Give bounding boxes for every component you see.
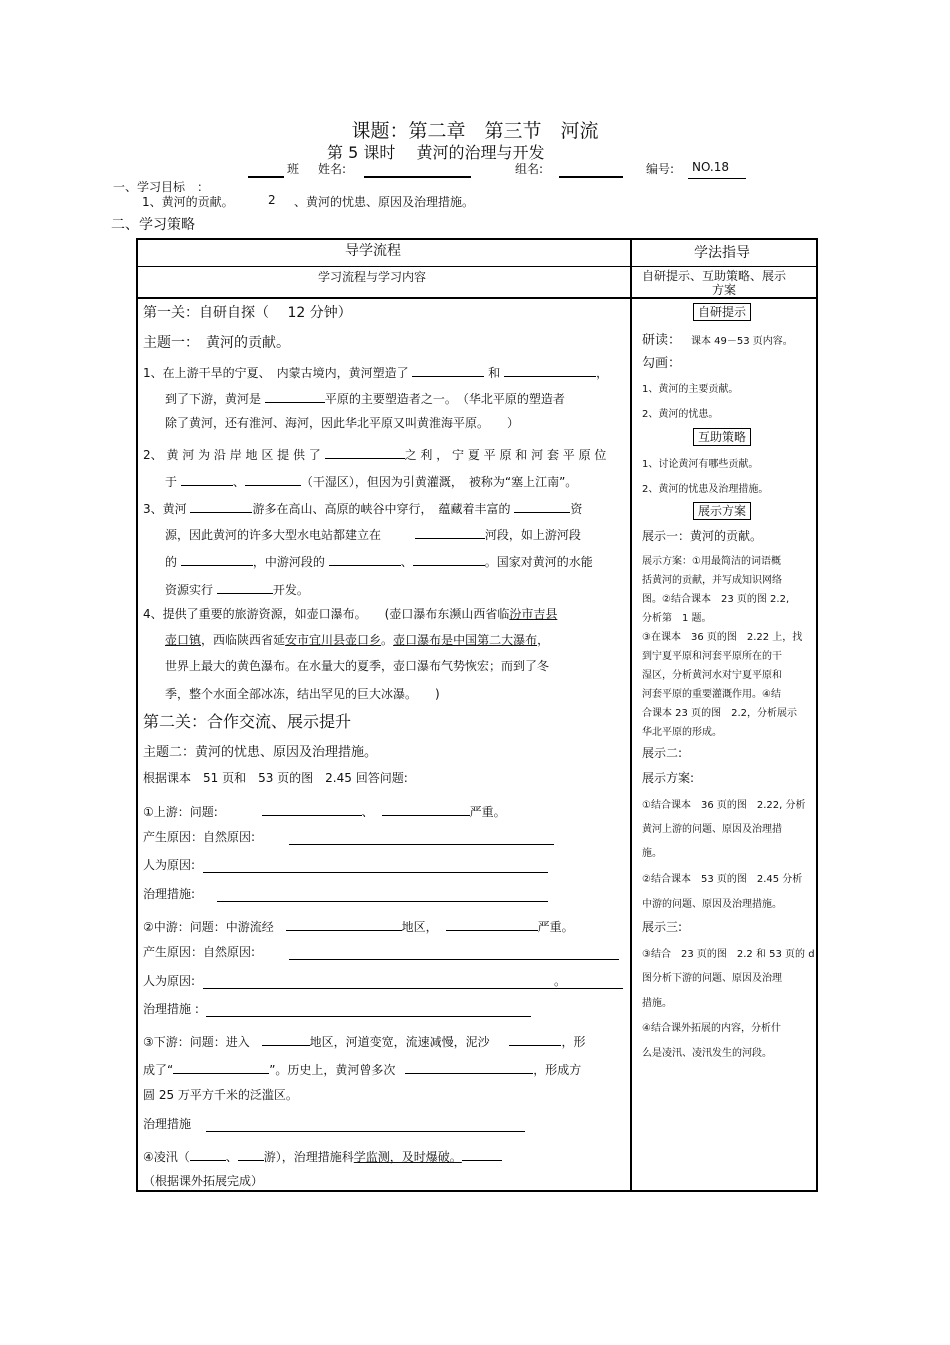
plan-2-line-3: 施。 bbox=[642, 848, 662, 859]
lower-text-c: ，形 bbox=[561, 1035, 586, 1049]
lower-blank-1[interactable] bbox=[262, 1031, 310, 1046]
table-column-divider bbox=[630, 238, 632, 1192]
middle-human-label: 人为原因: bbox=[143, 974, 196, 988]
upper-human-label: 人为原因: bbox=[143, 858, 196, 872]
name-label: 姓名: bbox=[318, 162, 347, 176]
upper-blank-1[interactable] bbox=[262, 801, 362, 816]
middle-severe: 严重。 bbox=[537, 920, 574, 934]
q2-blank-2[interactable] bbox=[181, 471, 233, 486]
q3-text-k: 开发。 bbox=[272, 583, 309, 597]
q1-text-a: 1、在上游干旱的宁夏、 内蒙古境内，黄河塑造了 bbox=[143, 366, 409, 380]
q2-text-a: 2、 黄 河 为 沿 岸 地 区 提 供 了 bbox=[143, 448, 321, 462]
self-study-box: 自研提示 bbox=[693, 303, 751, 321]
q1-text-e: 平原的主要塑造者之一。 （华北平原的塑造者 bbox=[324, 392, 565, 406]
upper-measure-label: 治理措施: bbox=[143, 887, 196, 901]
mutual-help-box: 互助策略 bbox=[693, 428, 751, 446]
goal-2-number: 2 bbox=[268, 193, 276, 207]
q1-line3: 除了黄河，还有淮河、海河，因此华北平原又叫黄淮海平原。 ） bbox=[165, 416, 520, 430]
lower-measure-blank[interactable] bbox=[206, 1131, 525, 1132]
plan-1-line-6: 到宁夏平原和河套平原所在的干 bbox=[642, 651, 782, 662]
q3-text-h: 、 bbox=[400, 555, 413, 569]
name-field[interactable] bbox=[364, 176, 471, 178]
help-item-2: 2、黄河的忧患及治理措施。 bbox=[642, 484, 769, 495]
plan-1-line-3: 图。②结合课本 23 页的图 2.2, bbox=[642, 594, 790, 605]
q4-text-b-underlined: 壶口镇 bbox=[165, 633, 202, 647]
ice-text-b: 、 bbox=[225, 1150, 238, 1164]
middle-region: 地区， bbox=[401, 920, 438, 934]
goals-heading: 一、学习目标 ： bbox=[113, 180, 210, 194]
q3-blank-7[interactable] bbox=[217, 579, 273, 594]
q1-line1 bbox=[143, 362, 608, 380]
plan-1-line-5: ③在课本 36 页的图 2.22 上，找 bbox=[642, 632, 803, 643]
plan-3-line-5: 么是凌汛、凌汛发生的河段。 bbox=[642, 1048, 772, 1059]
plan-2-line-1: ①结合课本 36 页的图 2.22, 分析 bbox=[642, 800, 806, 811]
middle-measure-blank[interactable] bbox=[206, 1016, 531, 1017]
q1-line2 bbox=[165, 388, 565, 406]
ice-blank-2[interactable] bbox=[238, 1146, 264, 1161]
lower-problem-line3: 圆 25 万平方千米的泛滥区。 bbox=[143, 1088, 298, 1102]
q3-text-g: ，中游河段的 bbox=[252, 555, 325, 569]
study-label: 研读： bbox=[642, 333, 682, 348]
number-value: NO.18 bbox=[692, 160, 730, 174]
middle-human-end: 。 bbox=[554, 974, 567, 988]
theme-1-title: 主题一： 黄河的贡献。 bbox=[143, 335, 290, 351]
goal-1: 1、黄河的贡献。 bbox=[142, 195, 234, 209]
q4-line3: 世界上最大的黄色瀑布。在水量大的夏季，壶口瀑布气势恢宏；而到了冬 bbox=[165, 659, 550, 673]
stage-2-title: 第二关：合作交流、展示提升 bbox=[143, 712, 352, 731]
plan-2-label: 展示方案: bbox=[642, 771, 695, 785]
q3-blank-6[interactable] bbox=[413, 551, 485, 566]
plan-2-line-5: 中游的问题、原因及治理措施。 bbox=[642, 899, 782, 910]
q3-line4 bbox=[165, 579, 309, 597]
middle-cause-label: 产生原因：自然原因: bbox=[143, 945, 256, 959]
middle-blank-2[interactable] bbox=[446, 916, 538, 931]
mark-label: 勾画： bbox=[642, 356, 682, 371]
study-text: 课本 49－53 页内容。 bbox=[691, 336, 793, 347]
q3-line1 bbox=[143, 498, 582, 516]
q2-text-b: 之 利 ， 宁 夏 平 原 和 河 套 平 原 位 bbox=[404, 448, 607, 462]
upper-measure-blank[interactable] bbox=[217, 901, 548, 902]
q4-line4: 季，整个水面全部冰冻，结出罕见的巨大冰瀑。 ) bbox=[165, 687, 440, 701]
q2-text-e: （干湿区），但因为引黄灌溉， 被称为“塞上江南”。 bbox=[300, 475, 578, 489]
lower-text-b: 地区，河道变宽，流速减慢，泥沙 bbox=[309, 1035, 490, 1049]
plan-1-line-7: 湿区，分析黄河水对宁夏平原和 bbox=[642, 670, 782, 681]
q3-line2 bbox=[165, 524, 581, 542]
textbook-reference: 根据课本 51 页和 53 页的图 2.45 回答问题: bbox=[143, 771, 408, 785]
middle-problem bbox=[143, 916, 574, 934]
ice-blank-3 bbox=[462, 1146, 502, 1161]
class-label: 班 bbox=[287, 162, 300, 176]
q3-blank-5[interactable] bbox=[329, 551, 401, 566]
show-plan-box: 展示方案 bbox=[693, 502, 751, 520]
q1-blank-2[interactable] bbox=[504, 362, 596, 377]
upper-blank-2[interactable] bbox=[382, 801, 470, 816]
q4-text-b-underlined-2: 安市宜川县壶口乡 bbox=[285, 633, 382, 647]
lower-measure-label: 治理措施 bbox=[143, 1117, 192, 1131]
lower-problem-line1 bbox=[143, 1031, 585, 1049]
q3-blank-4[interactable] bbox=[181, 551, 253, 566]
mark-item-2: 2、黄河的忧患。 bbox=[642, 409, 719, 420]
show-3-title: 展示三: bbox=[642, 920, 683, 934]
number-label: 编号: bbox=[646, 162, 675, 176]
middle-cause-blank[interactable] bbox=[289, 959, 619, 960]
q4-text-b2: 。 bbox=[381, 633, 394, 647]
ice-blank-1[interactable] bbox=[190, 1146, 226, 1161]
lesson-subtitle: 第 5 课时 黄河的治理与开发 bbox=[327, 143, 545, 162]
q3-text-a: 3、黄河 bbox=[143, 502, 187, 516]
q4-text-b3: ， bbox=[537, 633, 550, 647]
upper-problem-label: ①上游：问题: bbox=[143, 805, 218, 819]
ice-text-c: 游），治理措施科 bbox=[263, 1150, 354, 1164]
q2-blank-1[interactable] bbox=[325, 444, 405, 459]
q1-text-d: 到了下游，黄河是 bbox=[165, 392, 262, 406]
plan-1-line-8: 河套平原的重要灌溉作用。④结 bbox=[642, 689, 781, 700]
q4-text-a: 4、提供了重要的旅游资源，如壶口瀑布。 (壶口瀑布东濒山西省临 bbox=[143, 607, 510, 621]
q3-text-b: 游多在高山、高原的峡谷中穿行， 蕴藏着丰富的 bbox=[252, 502, 511, 516]
group-label: 组名: bbox=[515, 162, 544, 176]
plan-2-line-2: 黄河上游的问题、原因及治理措 bbox=[642, 824, 782, 835]
upper-separator: 、 bbox=[361, 805, 374, 819]
q3-text-f: 的 bbox=[165, 555, 178, 569]
show-2-title: 展示二: bbox=[642, 746, 683, 760]
middle-blank-1[interactable] bbox=[286, 916, 402, 931]
plan-3-line-4: ④结合课外拓展的内容，分析什 bbox=[642, 1023, 781, 1034]
left-column-subheader: 学习流程与学习内容 bbox=[318, 270, 427, 284]
middle-measure-label: 治理措施 : bbox=[143, 1002, 199, 1016]
q4-line2 bbox=[165, 633, 549, 647]
q4-text-b-underlined-3: 壶口瀑布是中国第二大瀑布 bbox=[393, 633, 538, 647]
group-field[interactable] bbox=[559, 176, 623, 178]
middle-problem-label: ②中游：问题：中游流经 bbox=[143, 920, 274, 934]
lower-blank-3[interactable] bbox=[173, 1059, 269, 1074]
upper-cause-label: 产生原因：自然原因: bbox=[143, 830, 256, 844]
q3-text-i: 。国家对黄河的水能 bbox=[484, 555, 593, 569]
q2-blank-3[interactable] bbox=[245, 471, 301, 486]
plan-1-line-9: 合课本 23 页的图 2.2，分析展示 bbox=[642, 708, 797, 719]
q4-text-b: ，西临陕西省延 bbox=[201, 633, 286, 647]
page-title: 课题：第二章 第三节 河流 bbox=[351, 120, 599, 142]
q4-line1 bbox=[143, 607, 557, 621]
q2-line2 bbox=[165, 471, 577, 489]
lower-text-e: ”。历史上，黄河曾多次 bbox=[269, 1063, 396, 1077]
q1-text-c: ， bbox=[596, 366, 609, 380]
lower-text-f: ，形成方 bbox=[533, 1063, 582, 1077]
upper-severe: 严重。 bbox=[469, 805, 506, 819]
lower-problem-label: ③下游：问题：进入 bbox=[143, 1035, 250, 1049]
q3-blank-2[interactable] bbox=[514, 498, 570, 513]
ice-flood-line bbox=[143, 1146, 502, 1164]
plan-1-line-1: 展示方案：①用最简洁的词语概 bbox=[642, 556, 781, 567]
number-underline bbox=[688, 178, 746, 179]
lower-blank-4[interactable] bbox=[405, 1059, 533, 1074]
right-column-header: 学法指导 bbox=[694, 245, 750, 261]
ice-text-a: ④凌汛（ bbox=[143, 1150, 190, 1164]
upper-human-blank[interactable] bbox=[203, 872, 548, 873]
plan-2-line-4: ②结合课本 53 页的图 2.45 分析 bbox=[642, 874, 803, 885]
q2-text-d: 、 bbox=[232, 475, 245, 489]
q4-text-a-underlined: 汾市吉县 bbox=[509, 607, 558, 621]
goal-2: 、黄河的忧患、原因及治理措施。 bbox=[294, 195, 475, 209]
strategy-heading: 二、学习策略 bbox=[111, 217, 195, 233]
q2-line1 bbox=[143, 444, 606, 462]
plan-1-line-2: 括黄河的贡献，并写成知识网络 bbox=[642, 575, 782, 586]
mark-item-1: 1、黄河的主要贡献。 bbox=[642, 384, 739, 395]
q3-blank-3[interactable] bbox=[415, 524, 485, 539]
lower-problem-line2 bbox=[143, 1059, 581, 1077]
q1-blank-3[interactable] bbox=[265, 388, 325, 403]
upper-cause-blank[interactable] bbox=[289, 844, 554, 845]
help-item-1: 1、讨论黄河有哪些贡献。 bbox=[642, 459, 759, 470]
q1-text-b: 和 bbox=[488, 366, 501, 380]
upper-problem bbox=[143, 801, 506, 819]
q3-text-j: 资源实行 bbox=[165, 583, 214, 597]
plan-3-line-2: 图分析下游的问题、原因及治理 bbox=[642, 973, 782, 984]
left-column-header: 导学流程 bbox=[345, 243, 401, 259]
plan-1-line-10: 华北平原的形成。 bbox=[642, 727, 722, 738]
q2-text-c: 于 bbox=[165, 475, 178, 489]
plan-3-line-3: 措施。 bbox=[642, 998, 672, 1009]
extension-note: （根据课外拓展完成） bbox=[143, 1174, 264, 1188]
q3-text-e: 河段，如上游河段 bbox=[484, 528, 581, 542]
theme-2-title: 主题二：黄河的忧患、原因及治理措施。 bbox=[143, 745, 378, 760]
q3-blank-1[interactable] bbox=[190, 498, 252, 513]
lower-blank-2[interactable] bbox=[509, 1031, 561, 1046]
q3-text-c: 资 bbox=[570, 502, 583, 516]
q3-line3 bbox=[165, 551, 593, 569]
right-column-subheader-2: 方案 bbox=[712, 283, 737, 297]
q1-blank-1[interactable] bbox=[412, 362, 484, 377]
show-1-title: 展示一：黄河的贡献。 bbox=[642, 529, 763, 543]
right-column-subheader-1: 自研提示、互助策略、展示 bbox=[642, 269, 787, 283]
plan-1-line-4: 分析第 1 题。 bbox=[642, 613, 712, 624]
middle-human-blank[interactable] bbox=[203, 988, 623, 989]
ice-text-underlined: 学监测，及时爆破。 bbox=[353, 1150, 462, 1164]
class-field[interactable] bbox=[248, 176, 284, 178]
q3-text-d: 源，因此黄河的许多大型水电站都建立在 bbox=[165, 528, 382, 542]
plan-3-line-1: ③结合 23 页的图 2.2 和 53 页的 d bbox=[642, 949, 815, 960]
stage-1-title: 第一关：自研自探（ 12 分钟） bbox=[143, 305, 352, 321]
lower-text-d: 成了“ bbox=[143, 1063, 174, 1077]
